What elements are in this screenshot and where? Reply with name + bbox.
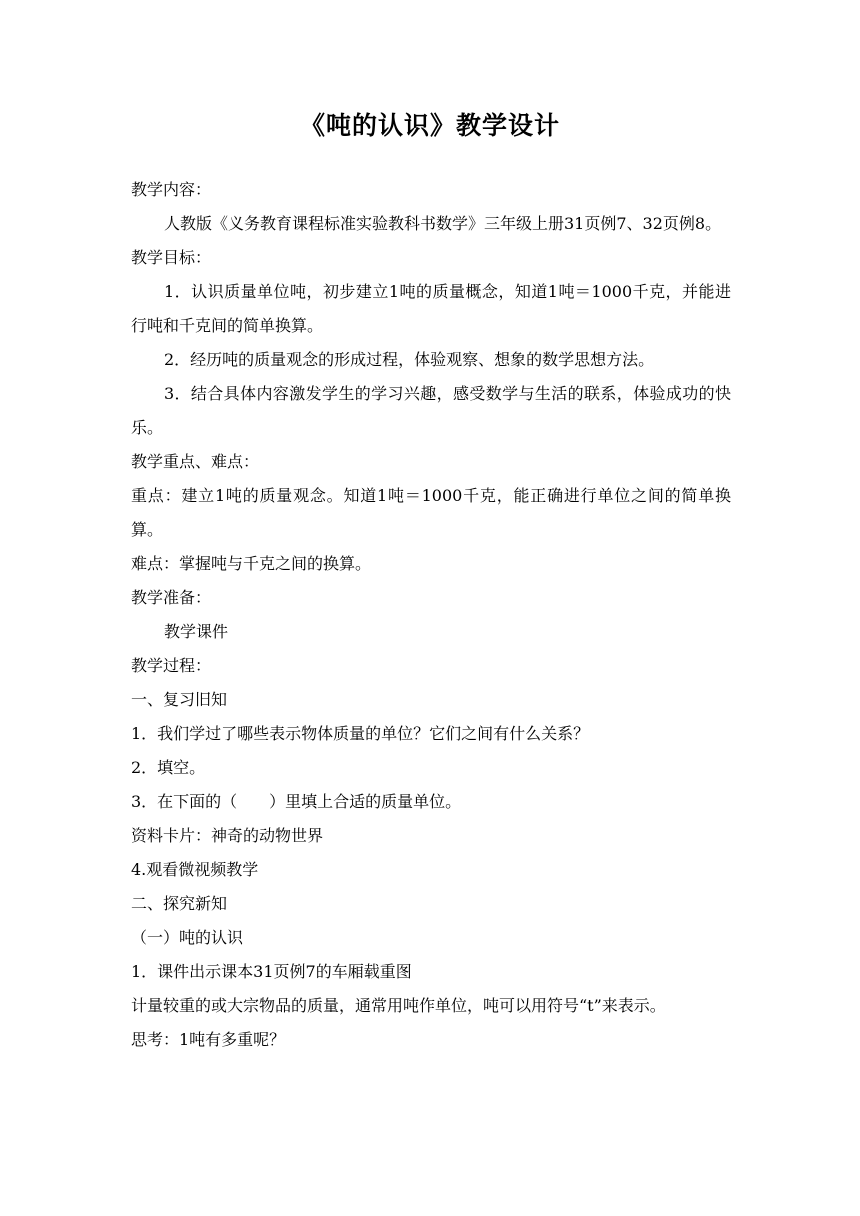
key-points-heading: 教学重点、难点： bbox=[131, 452, 260, 471]
section-review-heading: 一、复习旧知 bbox=[131, 690, 228, 709]
section-explore-heading: 二、探究新知 bbox=[131, 894, 228, 913]
subsection-ton-heading: （一）吨的认识 bbox=[131, 928, 244, 947]
review-item-2: 2．填空。 bbox=[131, 758, 206, 777]
key-point-paragraph: 重点：建立1吨的质量观念。知道1吨＝1000千克，能正确进行单位之间的简单换算。 bbox=[131, 486, 731, 539]
explore-item-2: 计量较重的或大宗物品的质量，通常用吨作单位，吨可以用符号“t”来表示。 bbox=[131, 996, 666, 1015]
review-item-4: 资料卡片：神奇的动物世界 bbox=[131, 826, 324, 845]
explore-item-1: 1．课件出示课本31页例7的车厢载重图 bbox=[131, 962, 412, 981]
document-title: 《吨的认识》教学设计 bbox=[299, 111, 560, 140]
goals-heading: 教学目标： bbox=[131, 248, 212, 267]
content-paragraph: 人教版《义务教育课程标准实验教科书数学》三年级上册31页例7、32页例8。 bbox=[164, 214, 722, 233]
difficult-point-line: 难点：掌握吨与千克之间的换算。 bbox=[131, 554, 372, 573]
preparation-heading: 教学准备： bbox=[131, 588, 212, 607]
document-body bbox=[131, 173, 731, 1057]
goal-paragraph-1: 1．认识质量单位吨，初步建立1吨的质量概念，知道1吨＝1000千克，并能进行吨和千克间的简单换算。 bbox=[131, 282, 731, 335]
review-item-3: 3．在下面的（ ）里填上合适的质量单位。 bbox=[131, 792, 462, 811]
goal-paragraph-3: 3．结合具体内容激发学生的学习兴趣，感受数学与生活的联系，体验成功的快乐。 bbox=[131, 384, 731, 437]
review-item-5: 4.观看微视频教学 bbox=[131, 860, 259, 879]
content-heading: 教学内容： bbox=[131, 180, 212, 199]
review-item-1: 1．我们学过了哪些表示物体质量的单位？它们之间有什么关系？ bbox=[131, 724, 590, 743]
process-heading: 教学过程： bbox=[131, 656, 212, 675]
goal-paragraph-2: 2．经历吨的质量观念的形成过程，体验观察、想象的数学思想方法。 bbox=[164, 350, 655, 369]
preparation-text: 教学课件 bbox=[164, 622, 229, 641]
explore-item-3: 思考：1吨有多重呢？ bbox=[131, 1030, 286, 1049]
